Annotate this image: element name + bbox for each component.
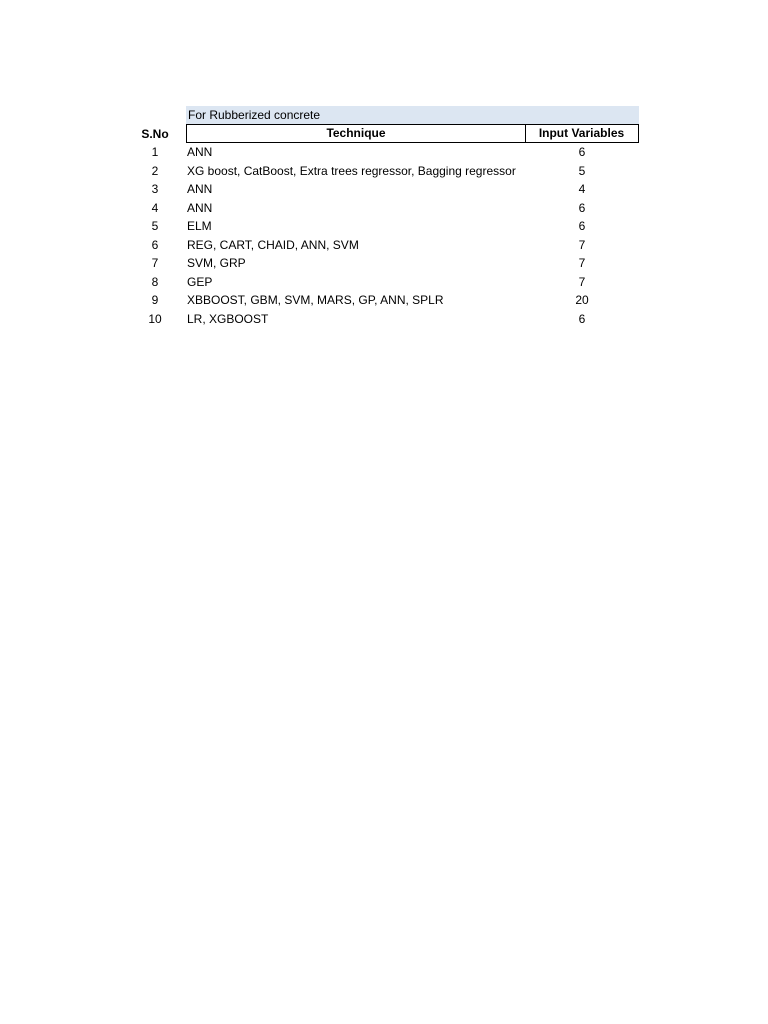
cell-input-variables: 6	[578, 219, 586, 233]
cell-sno: 3	[151, 182, 159, 196]
cell-technique: XG boost, CatBoost, Extra trees regressor, Bagging regressor	[187, 163, 516, 178]
cell-sno: 1	[151, 145, 159, 159]
cell-input-variables: 6	[578, 145, 586, 159]
table-row	[130, 180, 640, 199]
cell-input-variables: 7	[578, 256, 586, 270]
cell-technique: LR, XGBOOST	[187, 311, 269, 326]
cell-technique: ANN	[187, 200, 213, 215]
table-header-row	[130, 124, 640, 143]
cell-input-variables: 5	[578, 163, 586, 178]
cell-technique: GEP	[187, 274, 213, 289]
cell-sno: 7	[151, 256, 159, 270]
cell-technique: XBBOOST, GBM, SVM, MARS, GP, ANN, SPLR	[187, 293, 444, 307]
cell-input-variables: 6	[578, 311, 586, 326]
cell-technique: ANN	[187, 182, 213, 196]
table-row	[130, 291, 640, 310]
cell-input-variables: 7	[578, 274, 586, 289]
cell-sno: 2	[151, 163, 159, 178]
cell-input-variables: 20	[575, 293, 589, 307]
table-row	[130, 273, 640, 292]
table-row	[130, 217, 640, 236]
cell-sno: 8	[151, 274, 159, 289]
cell-input-variables: 4	[578, 182, 586, 196]
cell-input-variables: 7	[578, 237, 586, 252]
header-sno: S.No	[141, 127, 169, 141]
cell-technique: SVM, GRP	[187, 256, 246, 270]
table-row	[130, 310, 640, 329]
table-row	[130, 254, 640, 273]
header-technique: Technique	[186, 124, 526, 143]
cell-sno: 4	[151, 200, 159, 215]
table-row	[130, 162, 640, 181]
table-body	[130, 143, 640, 328]
cell-technique: ANN	[187, 145, 213, 159]
cell-sno: 9	[151, 293, 159, 307]
cell-sno: 6	[151, 237, 159, 252]
cell-sno: 10	[148, 311, 162, 326]
table-row	[130, 236, 640, 255]
header-input-variables: Input Variables	[525, 124, 639, 143]
table-row	[130, 199, 640, 218]
table-caption: For Rubberized concrete	[186, 106, 639, 124]
table-row	[130, 143, 640, 162]
cell-technique: ELM	[187, 219, 212, 233]
cell-sno: 5	[151, 219, 159, 233]
cell-technique: REG, CART, CHAID, ANN, SVM	[187, 237, 359, 252]
cell-input-variables: 6	[578, 200, 586, 215]
